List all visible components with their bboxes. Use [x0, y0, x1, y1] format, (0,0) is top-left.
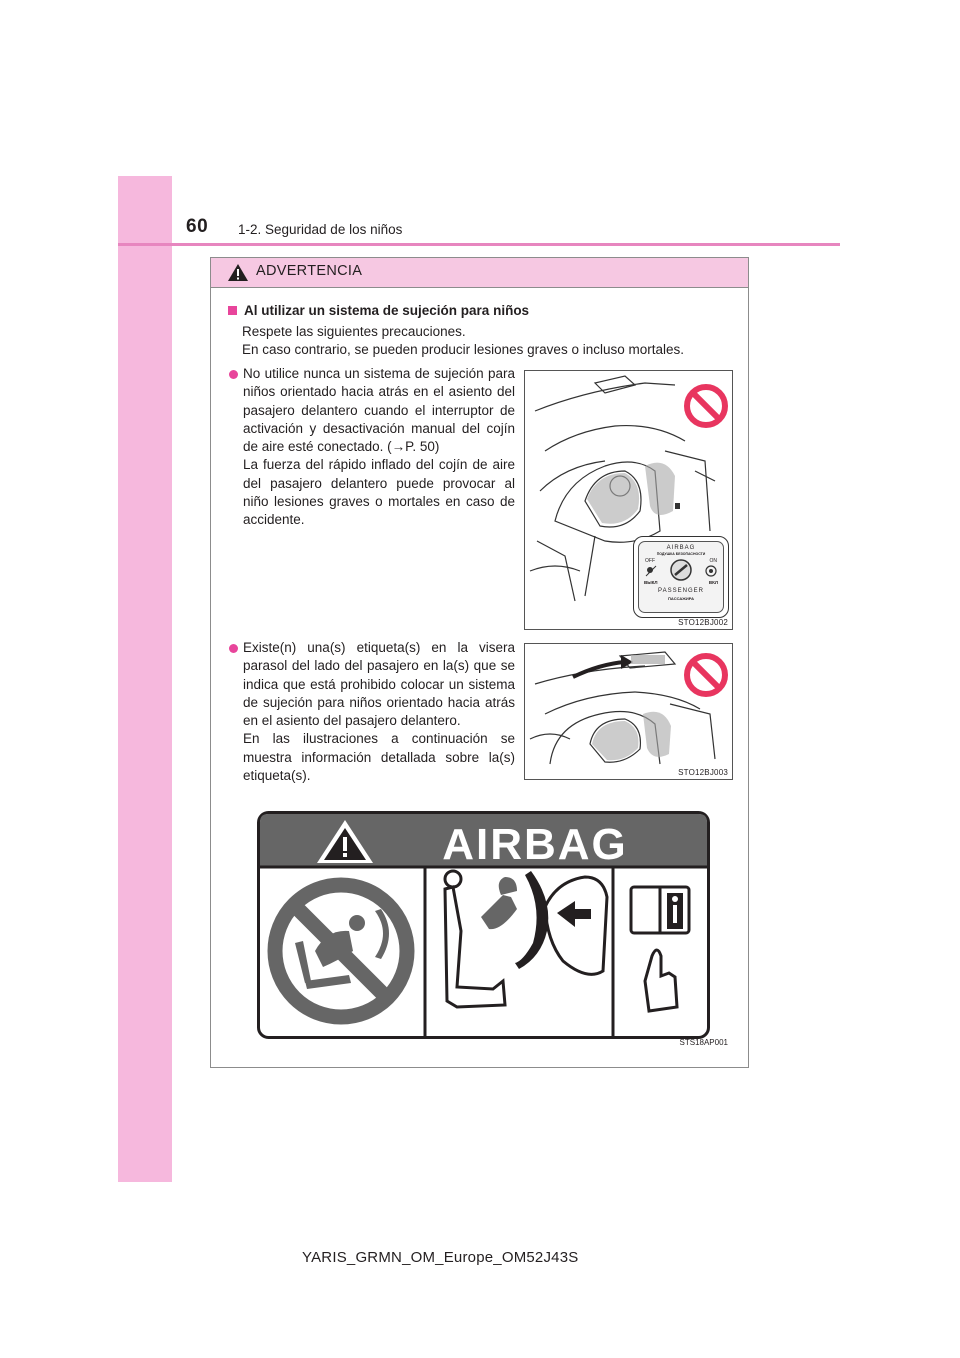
bullet-item-2 — [229, 639, 515, 785]
switch-passenger-text: PASSENGER — [658, 588, 704, 594]
bullet-2-text-b: En las ilustraciones a continuación se muestra información detallada sobre la(s) etiqueta(s). — [243, 731, 515, 784]
circle-bullet-icon — [229, 644, 238, 653]
prohibition-icon — [683, 383, 729, 429]
airbag-switch-panel — [638, 541, 724, 613]
switch-vykl-label: ВЫКЛ — [644, 580, 658, 585]
figure-1-code: STO12BJ002 — [678, 618, 728, 627]
intro-line-1: Respete las siguientes precauciones. — [242, 324, 466, 339]
airbag-off-icon — [645, 565, 657, 577]
square-bullet-icon — [228, 306, 237, 315]
switch-cyrillic-top: ПОДУШКА БЕЗОПАСНОСТИ — [656, 552, 706, 556]
bullet-1-text-a: No utilice nunca un sistema de sujeción para niños orientado hacia atrás en el asiento del pasajero delantero cuando el interruptor de activación y desactivación manual del cojín de aire esté conectado. (→P. 50) — [243, 366, 515, 455]
footer-document-id: YARIS_GRMN_OM_Europe_OM52J43S — [302, 1249, 579, 1266]
switch-knob-icon — [669, 558, 693, 582]
switch-passazhira-text: ПАССАЖИРА — [668, 596, 694, 601]
warning-intro — [242, 323, 742, 359]
figure-child-seat-airbag-switch — [524, 370, 733, 630]
switch-on-label: ON — [709, 558, 717, 564]
switch-airbag-text: AIRBAG — [666, 545, 696, 551]
circle-bullet-icon — [229, 370, 238, 379]
switch-vkl-label: ВКЛ — [708, 580, 718, 585]
chapter-side-tab — [118, 176, 172, 1182]
warning-title: ADVERTENCIA — [256, 263, 363, 279]
airbag-label-text: AIRBAG — [442, 820, 628, 869]
page-number: 60 — [186, 216, 209, 237]
warning-box — [210, 257, 749, 1068]
warning-icon — [227, 263, 249, 282]
airbag-label-code: STS18AP001 — [679, 1038, 728, 1047]
prohibition-icon — [683, 652, 729, 698]
header-rule — [118, 243, 840, 246]
figure-2-code: STO12BJ003 — [678, 768, 728, 777]
intro-line-2: En caso contrario, se pueden producir lesiones graves o incluso mortales. — [242, 342, 684, 357]
airbag-switch-callout — [633, 536, 729, 618]
section-title: 1-2. Seguridad de los niños — [238, 222, 403, 237]
bullet-item-1 — [229, 365, 515, 530]
airbag-on-icon — [705, 565, 717, 577]
subheading-text: Al utilizar un sistema de sujeción para niños — [244, 303, 530, 318]
bullet-1-text-b: La fuerza del rápido inflado del cojín de aire del pasajero delantero puede provocar al niño lesiones graves o mortales en caso de accidente. — [243, 457, 515, 528]
warning-subheading — [228, 303, 529, 318]
warning-header — [211, 258, 748, 288]
airbag-warning-label — [257, 811, 710, 1051]
switch-off-label: OFF — [645, 558, 655, 564]
bullet-2-text-a: Existe(n) una(s) etiqueta(s) en la visera parasol del lado del pasajero en la(s) que se indica que está prohibido colocar un sistema de sujeción para niños orientado hacia atrás en el asiento del pasajero delantero. — [243, 640, 515, 729]
figure-sun-visor-label — [524, 643, 733, 780]
